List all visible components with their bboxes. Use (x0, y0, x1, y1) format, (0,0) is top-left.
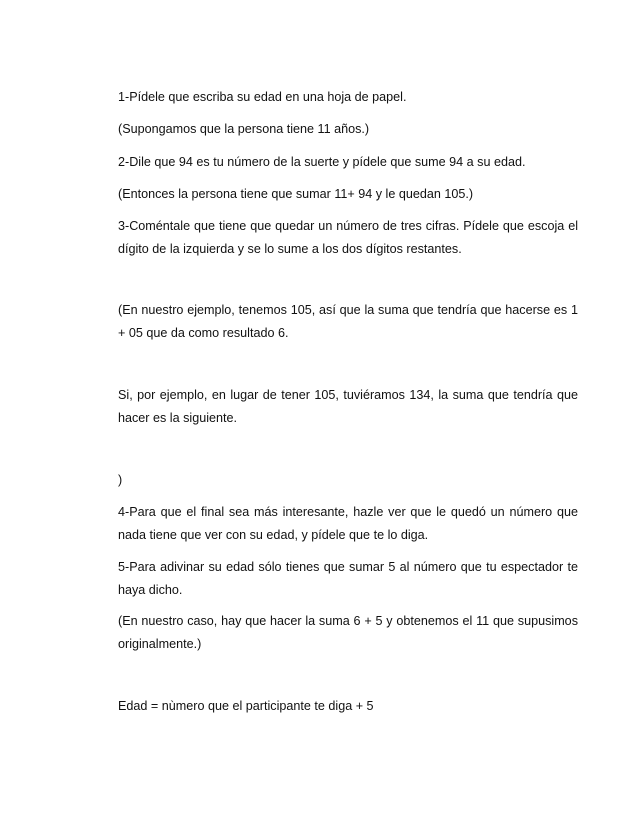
example-age-paragraph: (Supongamos que la persona tiene 11 años.) (118, 122, 370, 136)
formula-paragraph: Edad = nùmero que el participante te diga + 5 (118, 699, 374, 713)
closing-paren-paragraph: ) (118, 473, 123, 487)
step-1-paragraph: 1-Pídele que escriba su edad en una hoja de papel. (118, 90, 407, 104)
step-5-paragraph: 5-Para adivinar su edad sólo tienes que sumar 5 al número que tu espectador te haya dicho. (118, 560, 578, 597)
step-4-paragraph: 4-Para que el final sea más interesante, hazle ver que le quedó un número que nada tiene que ver con su edad, y pídele que te lo diga. (118, 505, 578, 542)
alternative-example-paragraph: Si, por ejemplo, en lugar de tener 105, tuviéramos 134, la suma que tendría que hacer es la siguiente. (118, 388, 578, 425)
example-sum-paragraph: (Entonces la persona tiene que sumar 11+ 94 y le quedan 105.) (118, 187, 474, 201)
example-digits-paragraph: (En nuestro ejemplo, tenemos 105, así que la suma que tendría que hacerse es 1 + 05 que da como resultado 6. (118, 303, 578, 340)
step-2-paragraph: 2-Dile que 94 es tu número de la suerte y pídele que sume 94 a su edad. (118, 155, 526, 169)
example-result-paragraph: (En nuestro caso, hay que hacer la suma 6 + 5 y obtenemos el 11 que supusimos originalmente.) (118, 614, 578, 651)
step-3-paragraph: 3-Coméntale que tiene que quedar un número de tres cifras. Pídele que escoja el dígito de la izquierda y se lo sume a los dos dígitos restantes. (118, 219, 578, 256)
